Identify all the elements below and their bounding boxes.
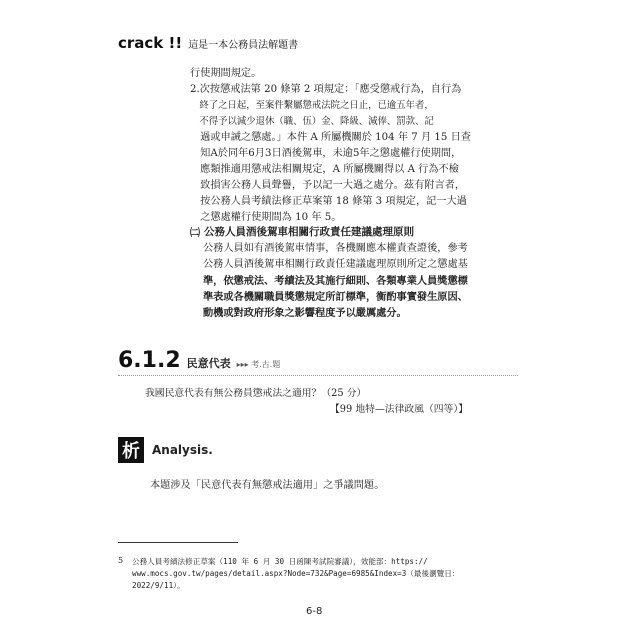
footnote-line: 2022/9/11）。	[132, 581, 185, 590]
brand-logo: crack !!	[118, 34, 183, 52]
body-line: 應類推適用懲戒法相關規定，A 所屬機關得以 A 行為不檢	[190, 164, 459, 175]
analysis-icon: 析	[118, 437, 144, 463]
body-line: 不得予以減少退休（職、伍）金、降級、減俸、罰款、記	[190, 116, 434, 127]
section-title: 民意代表	[186, 357, 231, 370]
principle-line: 準，依懲戒法、考績法及其施行細則、各類專業人員獎懲標	[203, 275, 468, 287]
section-divider	[118, 375, 518, 376]
body-line: 按公務人員考績法修正草案第 18 條第 3 項規定，記一大過	[190, 196, 467, 207]
analysis-heading	[118, 437, 213, 463]
principle-line: 公務人員酒後駕車相關行政責任建議處理原則所定之懲處基	[203, 259, 468, 270]
body-paragraph	[190, 66, 500, 226]
page-number: 6-8	[306, 606, 323, 617]
section-number: 6.1.2	[118, 348, 181, 373]
principle-line: 公務人員如有酒後駕車情事，各機關應本權責查證後，參考	[203, 243, 468, 254]
body-line: 過或申誡之懲處。」本件 A 所屬機關於 104 年 7 月 15 日查	[190, 132, 471, 143]
body-line: 致損害公務人員聲譽，予以記一大過之處分。茲有附言者，	[190, 180, 466, 191]
footnote-number: 5	[118, 556, 124, 565]
analysis-label: Analysis.	[152, 443, 213, 457]
body-line: 之懲處權行使期間為 10 年 5。	[190, 212, 342, 223]
question-source: 【99 地特—法律政風（四等）】	[330, 404, 469, 415]
principle-line: 準表或各機關職員獎懲規定所訂標準，衡酌事實發生原因、	[203, 291, 468, 303]
footnote-divider	[118, 542, 238, 543]
header-title: 這是一本公務員法解題書	[188, 39, 299, 51]
running-header	[118, 34, 298, 52]
principle-line: 動機或對政府形象之影響程度予以嚴厲處分。	[203, 307, 407, 319]
body-line: 終了之日起，至案件繫屬懲戒法院之日止，已逾五年者，	[190, 100, 434, 111]
section-tag: ▸▸▸ 考.古.題	[236, 360, 281, 369]
principle-paragraph	[203, 241, 503, 321]
footnote-line: 公務人員考績法修正草案（110 年 6 月 30 日函陳考試院審議），效能部：https://	[132, 557, 428, 566]
body-line: 2.次按懲戒法第 20 條第 2 項規定：「應受懲戒行為，自行為	[190, 84, 462, 95]
body-line: 行使期間規定。	[190, 68, 262, 79]
sub-heading	[190, 224, 414, 239]
footnote-line: www.mocs.gov.tw/pages/detail.aspx?Node=732&Page=6985&Index=3（最後瀏覽日：	[132, 569, 460, 578]
sub-heading-text: 公務人員酒後駕車相關行政責任建議處理原則	[204, 226, 414, 238]
footnote	[132, 556, 459, 592]
body-line: 知A於同年6月3日酒後駕車，未逾5年之懲處權行使期間，	[190, 148, 462, 159]
section-heading	[118, 348, 280, 373]
sub-heading-marker: ㈡	[190, 228, 200, 239]
analysis-text: 本題涉及「民意代表有無懲戒法適用」之爭議問題。	[150, 480, 385, 491]
exam-question: 我國民意代表有無公務員懲戒法之適用？（25 分）	[145, 388, 367, 399]
